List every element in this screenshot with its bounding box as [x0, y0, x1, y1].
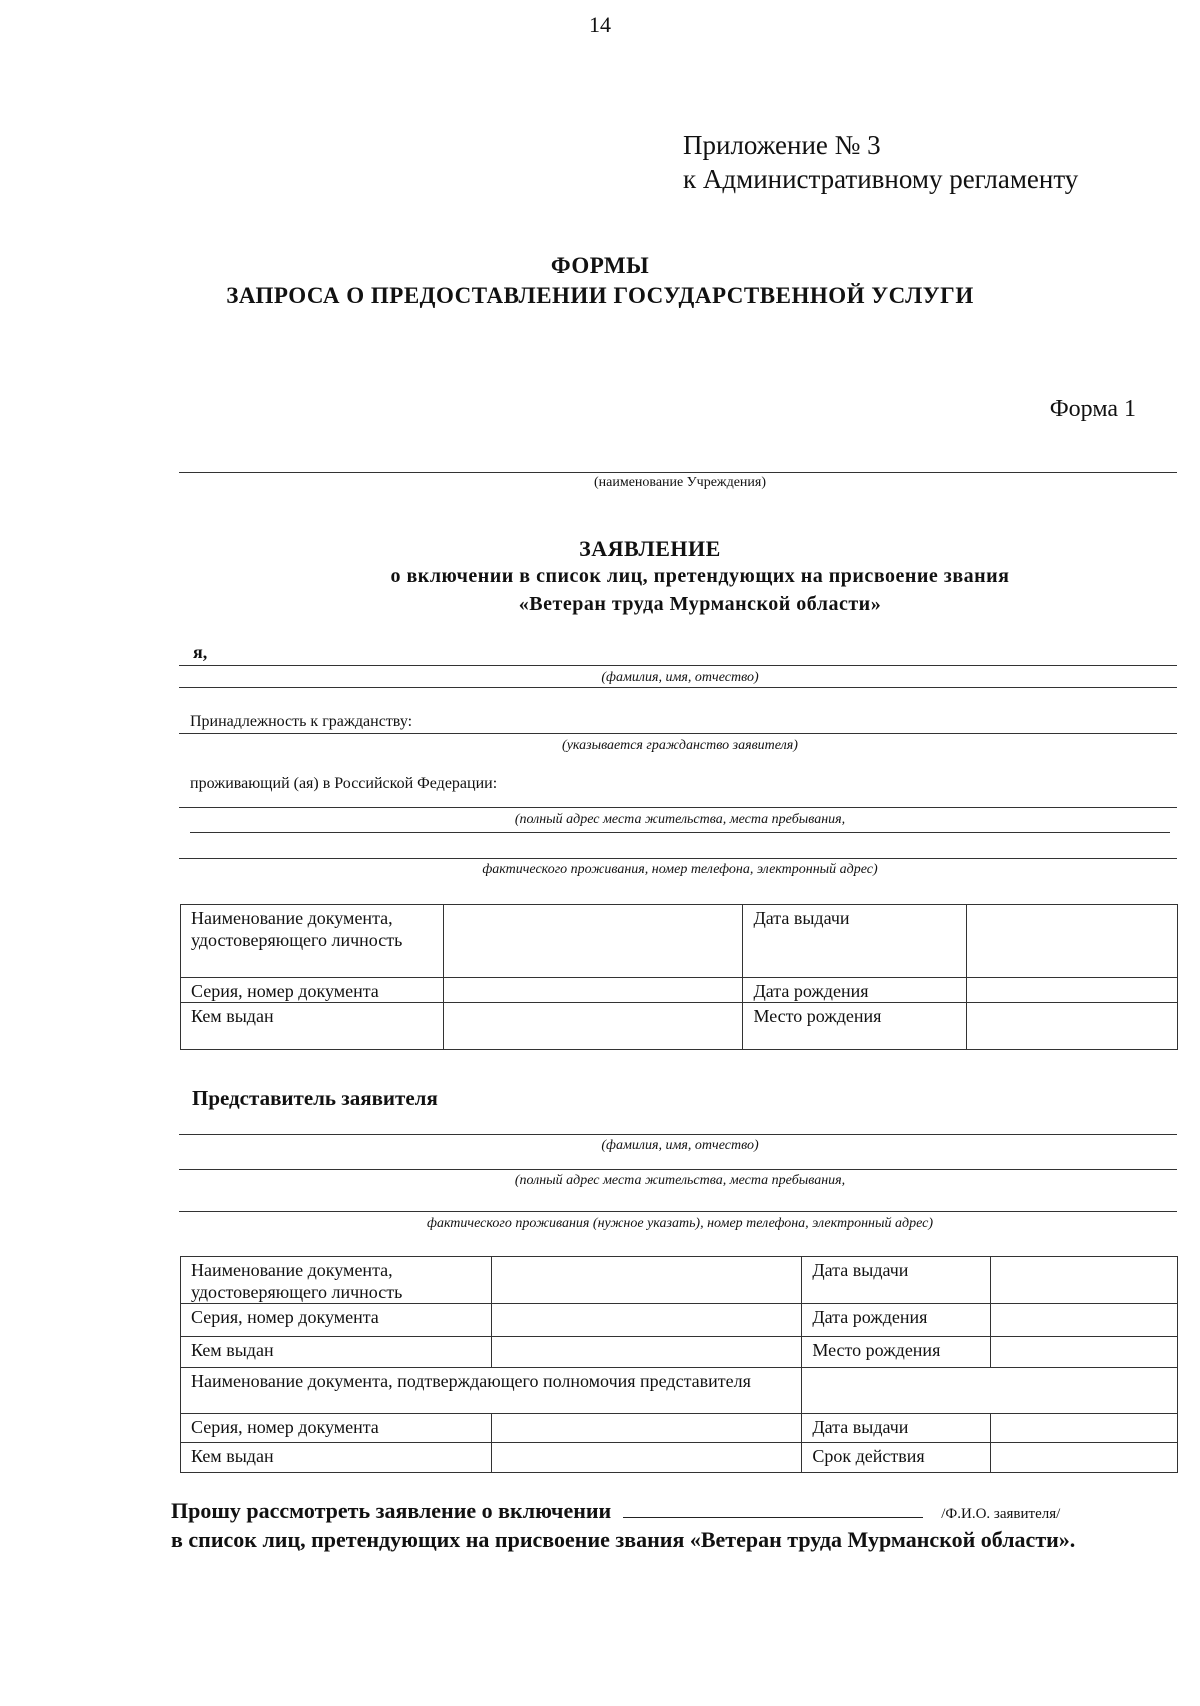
- address-line-1[interactable]: [179, 807, 1177, 808]
- rep-birth-date-value[interactable]: [991, 1304, 1178, 1337]
- rep-issued-by-label: Кем выдан: [181, 1337, 492, 1368]
- rep-issued-by-2-label: Кем выдан: [181, 1443, 492, 1473]
- representative-title: Представитель заявителя: [192, 1086, 438, 1110]
- validity-value[interactable]: [991, 1443, 1178, 1473]
- birth-date-label: Дата рождения: [743, 978, 967, 1003]
- rep-series-number-2-value[interactable]: [491, 1414, 802, 1443]
- doc-name-value[interactable]: [443, 905, 743, 978]
- forms-title: ФОРМЫ: [550, 253, 650, 278]
- rep-birth-place-label: Место рождения: [802, 1337, 991, 1368]
- rep-birth-date-label: Дата рождения: [802, 1304, 991, 1337]
- series-number-label: Серия, номер документа: [181, 978, 444, 1003]
- fio-signature-line[interactable]: [623, 1497, 923, 1518]
- fio-label: /Ф.И.О. заявителя/: [941, 1506, 1061, 1522]
- rep-issue-date-value[interactable]: [991, 1257, 1178, 1304]
- application-title: ЗАЯВЛЕНИЕ: [579, 536, 721, 561]
- rep-issued-by-2-value[interactable]: [491, 1443, 802, 1473]
- table-row: [181, 1443, 1178, 1473]
- address-line-3[interactable]: [179, 858, 1177, 859]
- institution-line[interactable]: [179, 472, 1177, 473]
- applicant-name-underline: [179, 687, 1177, 688]
- series-number-value[interactable]: [443, 978, 743, 1003]
- citizenship-label: Принадлежность к гражданству:: [190, 713, 413, 730]
- applicant-name-line[interactable]: [179, 665, 1177, 666]
- rep-doc-name-value[interactable]: [491, 1257, 802, 1304]
- rep-address-line-2[interactable]: [179, 1211, 1177, 1212]
- rep-address-line-1[interactable]: [179, 1169, 1177, 1170]
- applicant-prefix: я,: [193, 642, 208, 662]
- rep-name-line[interactable]: [179, 1134, 1177, 1135]
- table-row: [181, 1003, 1178, 1050]
- table-row: [181, 978, 1178, 1003]
- birth-place-label: Место рождения: [743, 1003, 967, 1050]
- residence-label: проживающий (ая) в Российской Федерации:: [190, 775, 498, 792]
- rep-series-number-2-label: Серия, номер документа: [181, 1414, 492, 1443]
- page-number: 14: [589, 12, 611, 37]
- applicant-name-caption: (фамилия, имя, отчество): [601, 670, 759, 685]
- issued-by-label: Кем выдан: [181, 1003, 444, 1050]
- rep-issue-date-label: Дата выдачи: [802, 1257, 991, 1304]
- table-row: [181, 1368, 1178, 1414]
- rep-address-caption-2: фактического проживания (нужное указать), номер телефона, электронный адрес): [427, 1216, 933, 1231]
- request-text: Прошу рассмотреть заявление о включении: [171, 1498, 612, 1523]
- citizenship-line[interactable]: [179, 733, 1177, 734]
- appendix-line-1: Приложение № 3: [683, 130, 881, 160]
- table-row: [181, 905, 1178, 978]
- birth-date-value[interactable]: [967, 978, 1178, 1003]
- address-caption-1: (полный адрес места жительства, места пребывания,: [514, 812, 846, 827]
- rep-series-number-label: Серия, номер документа: [181, 1304, 492, 1337]
- issue-date-value[interactable]: [967, 905, 1178, 978]
- forms-subtitle: ЗАПРОСА О ПРЕДОСТАВЛЕНИИ ГОСУДАРСТВЕННОЙ УСЛУГИ: [226, 283, 974, 308]
- form-number: Форма 1: [1049, 396, 1136, 422]
- rep-address-caption-1: (полный адрес места жительства, места пребывания,: [514, 1173, 846, 1188]
- institution-caption: (наименование Учреждения): [593, 475, 767, 490]
- rep-issue-date-2-label: Дата выдачи: [802, 1414, 991, 1443]
- issue-date-label: Дата выдачи: [743, 905, 967, 978]
- representative-documents-table: [180, 1256, 1178, 1473]
- rep-issued-by-value[interactable]: [491, 1337, 802, 1368]
- application-subtitle-2: «Ветеран труда Мурманской области»: [518, 593, 882, 615]
- table-row: [181, 1414, 1178, 1443]
- rep-birth-place-value[interactable]: [991, 1337, 1178, 1368]
- address-caption-2: фактического проживания, номер телефона, электронный адрес): [482, 862, 878, 877]
- authority-doc-value[interactable]: [802, 1368, 1178, 1414]
- rep-issue-date-2-value[interactable]: [991, 1414, 1178, 1443]
- application-subtitle-1: о включении в список лиц, претендующих на присвоение звания: [390, 565, 1010, 587]
- citizenship-caption: (указывается гражданство заявителя): [562, 738, 798, 753]
- rep-doc-name-label: Наименование документа, удостоверяющего личность: [181, 1257, 492, 1304]
- validity-label: Срок действия: [802, 1443, 991, 1473]
- rep-series-number-value[interactable]: [491, 1304, 802, 1337]
- request-line-1: [171, 1497, 1060, 1524]
- table-row: [181, 1304, 1178, 1337]
- doc-name-label: Наименование документа, удостоверяющего личность: [181, 905, 444, 978]
- birth-place-value[interactable]: [967, 1003, 1178, 1050]
- rep-name-caption: (фамилия, имя, отчество): [601, 1138, 759, 1153]
- table-row: [181, 1337, 1178, 1368]
- authority-doc-label: Наименование документа, подтверждающего полномочия представителя: [181, 1368, 802, 1414]
- issued-by-value[interactable]: [443, 1003, 743, 1050]
- applicant-identity-table: [180, 904, 1178, 1050]
- table-row: [181, 1257, 1178, 1304]
- appendix-line-2: к Административному регламенту: [683, 164, 1079, 194]
- address-line-2[interactable]: [190, 832, 1170, 833]
- request-line-2: в список лиц, претендующих на присвоение звания «Ветеран труда Мурманской области».: [171, 1527, 1076, 1552]
